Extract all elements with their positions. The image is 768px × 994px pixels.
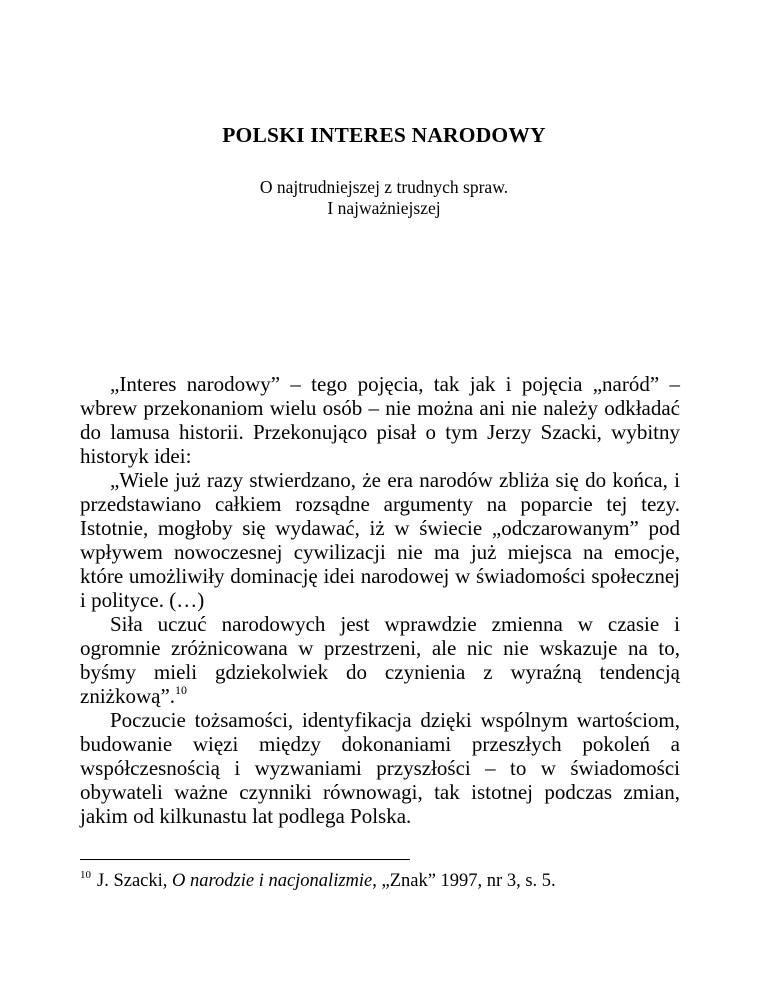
subtitle-line-1: O najtrudniejszej z trudnych spraw. bbox=[259, 177, 509, 197]
footnote-separator bbox=[80, 859, 410, 860]
paragraph-3-quote bbox=[80, 612, 680, 708]
page-title: POLSKI INTERES NARODOWY bbox=[222, 123, 546, 147]
footnote-work-title: O narodzie i nacjonalizmie bbox=[172, 871, 373, 891]
paragraph-3-text: Siła uczuć narodowych jest wprawdzie zmienna w czasie i ogromnie zróżnicowana w przestrzeni, ale nic nie wskazuje na to, byśmy mieli gdziekolwiek do czynienia z wyraźną tendencją zniżkową”. bbox=[80, 612, 680, 708]
footnote-author: J. Szacki, bbox=[97, 871, 173, 891]
footnote bbox=[80, 870, 680, 892]
subtitle bbox=[0, 177, 768, 219]
footnote-source: , „Znak” 1997, nr 3, s. 5. bbox=[372, 871, 556, 891]
subtitle-line-2: I najważniejszej bbox=[327, 198, 441, 218]
paragraph-2-quote bbox=[80, 468, 680, 612]
paragraph-1-text: „Interes narodowy” – tego pojęcia, tak jak i pojęcia „naród” – wbrew przekonaniom wielu osób – nie można ani nie należy odkładać do lamusa historii. Przekonująco pisał o tym Jerzy Szacki, wybitny historyk idei: bbox=[80, 372, 680, 468]
footnote-reference: 10 bbox=[175, 683, 188, 697]
paragraph-4-text: Poczucie tożsamości, identyfikacja dzięki wspólnym wartościom, budowanie więzi między dokonaniami przeszłych pokoleń a współczesnością i wyzwaniami przyszłości – to w świadomości obywateli ważne czynniki równowagi, tak istotnej podczas zmian, jakim od kilkunastu lat podlega Polska. bbox=[80, 708, 680, 828]
paragraph-1 bbox=[80, 372, 680, 468]
paragraph-2-text: „Wiele już razy stwierdzano, że era narodów zbliża się do końca, i przedstawiano całkiem rozsądne argumenty na poparcie tej tezy. Istotnie, mogłoby się wydawać, iż w świecie „odczarowanym” pod wpływem nowoczesnej cywilizacji nie ma już miejsca na emocje, które umożliwiły dominację idei narodowej w świadomości społecznej i polityce. (…) bbox=[80, 468, 680, 612]
paragraph-4 bbox=[80, 708, 680, 828]
footnote-number: 10 bbox=[80, 869, 91, 881]
body-text bbox=[80, 372, 680, 828]
